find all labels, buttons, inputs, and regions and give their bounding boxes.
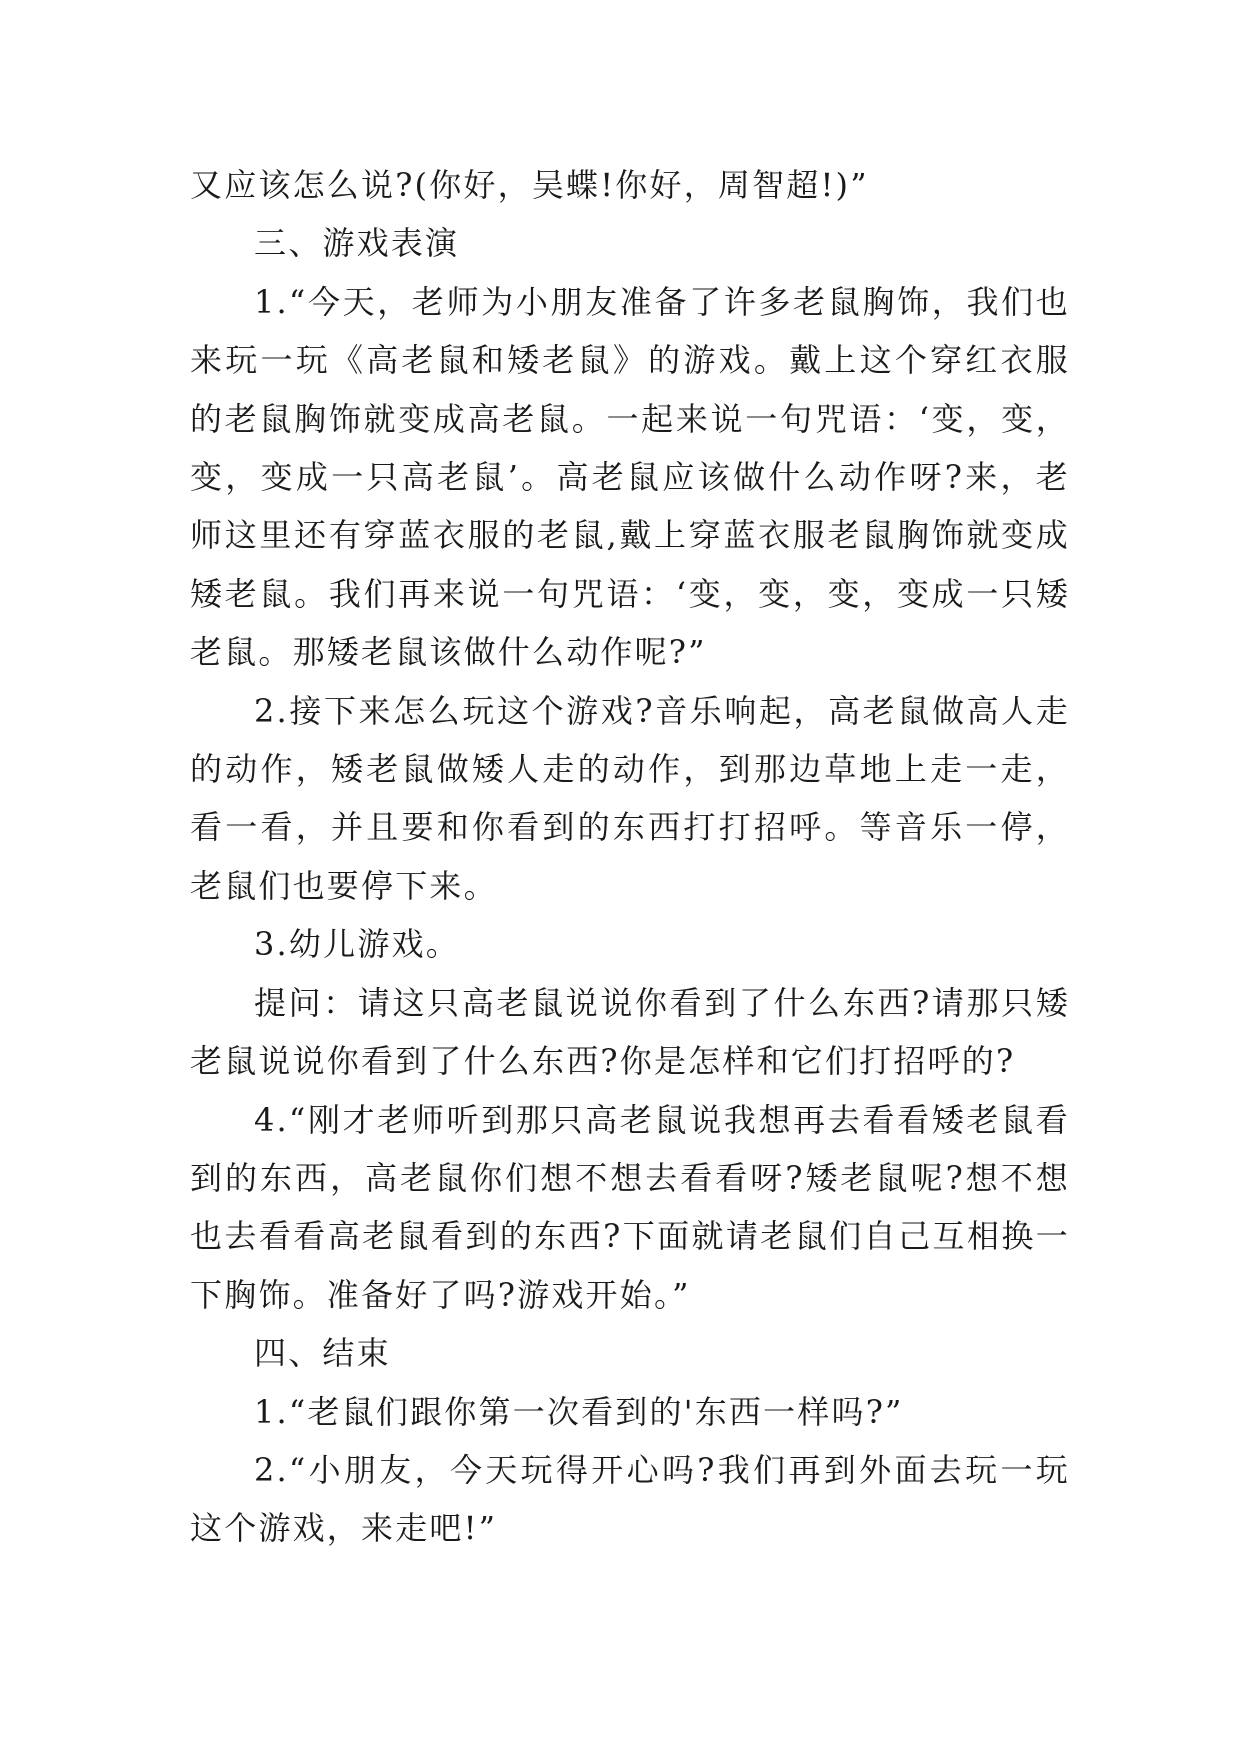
document-body [190,156,1070,1558]
paragraph-step-1: 1.“今天，老师为小朋友准备了许多老鼠胸饰，我们也来玩一玩《高老鼠和矮老鼠》的游戏。戴上这个穿红衣服的老鼠胸饰就变成高老鼠。一起来说一句咒语：‘变，变，变，变成一只高老鼠’。高老鼠应该做什么动作呀?来，老师这里还有穿蓝衣服的老鼠,戴上穿蓝衣服老鼠胸饰就变成矮老鼠。我们再来说一句咒语：‘变，变，变，变成一只矮老鼠。那矮老鼠该做什么动作呢?” [190,282,1070,672]
paragraph-step-2: 2.接下来怎么玩这个游戏?音乐响起，高老鼠做高人走的动作，矮老鼠做矮人走的动作，到那边草地上走一走，看一看，并且要和你看到的东西打打招呼。等音乐一停，老鼠们也要停下来。 [190,691,1070,905]
paragraph-continuation: 又应该怎么说?(你好，吴蝶!你好，周智超!)” [190,166,869,204]
section-heading-ending: 四、结束 [254,1334,391,1373]
paragraph-step-4: 4.“刚才老师听到那只高老鼠说我想再去看看矮老鼠看到的东西，高老鼠你们想不想去看看呀?矮老鼠呢?想不想也去看看高老鼠看到的东西?下面就请老鼠们自己互相换一下胸饰。准备好了吗?游戏开始。” [190,1100,1070,1314]
paragraph-question: 提问：请这只高老鼠说说你看到了什么东西?请那只矮老鼠说说你看到了什么东西?你是怎样和它们打招呼的? [190,983,1070,1081]
paragraph-ending-1: 1.“老鼠们跟你第一次看到的'东西一样吗?” [254,1392,904,1431]
section-heading-game-performance: 三、游戏表演 [254,224,460,263]
paragraph-step-3: 3.幼儿游戏。 [254,925,460,964]
paragraph-ending-2: 2.“小朋友，今天玩得开心吗?我们再到外面去玩一玩这个游戏，来走吧!” [190,1450,1070,1548]
